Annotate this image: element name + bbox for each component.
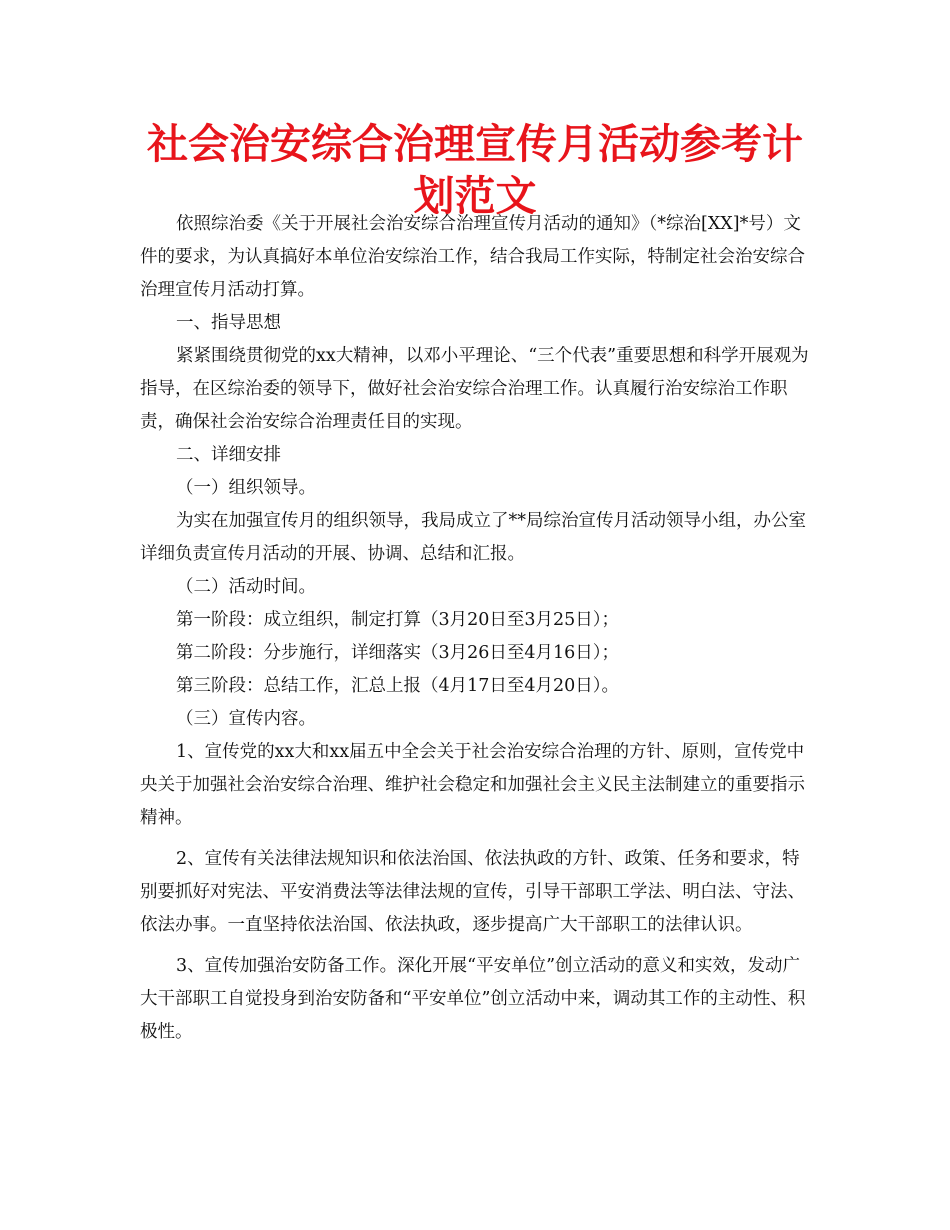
subheading-organization: （一）组织领导。 bbox=[176, 478, 316, 498]
paragraph-organization: 为实在加强宣传月的组织领导，我局成立了**局综治宣传月活动领导小组，办公室详细负责宣传月活动的开展、协调、总结和汇报。 bbox=[140, 511, 806, 564]
paragraph-guiding-thought: 紧紧围绕贯彻党的xx大精神，以邓小平理论、“三个代表”重要思想和科学开展观为指导，在区综治委的领导下，做好社会治安综合治理工作。认真履行治安综治工作职责，确保社会治安综合治理责任目的实现。 bbox=[140, 346, 809, 432]
section-heading-arrangement: 二、详细安排 bbox=[176, 445, 281, 465]
paragraph-intro: 依照综治委《关于开展社会治安综合治理宣传月活动的通知》（*综治[XX]*号）文件的要求，为认真搞好本单位治安综治工作，结合我局工作实际，特制定社会治安综合治理宣传月活动打算。 bbox=[140, 214, 805, 300]
subheading-activity-time: （二）活动时间。 bbox=[176, 577, 316, 597]
paragraph-content-2: 2、宣传有关法律法规知识和依法治国、依法执政的方针、政策、任务和要求，特别要抓好对宪法、平安消费法等法律法规的宣传，引导干部职工学法、明白法、守法、依法办事。一直坚持依法治国、依法执政，逐步提高广大干部职工的法律认识。 bbox=[140, 849, 805, 935]
paragraph-content-3: 3、宣传加强治安防备工作。深化开展“平安单位”创立活动的意义和实效，发动广大干部职工自觉投身到治安防备和“平安单位”创立活动中来，调动其工作的主动性、积极性。 bbox=[140, 956, 806, 1042]
document-body bbox=[140, 208, 816, 1049]
paragraph-phase-3: 第三阶段：总结工作，汇总上报（4月17日至4月20日）。 bbox=[176, 676, 620, 696]
paragraph-content-1: 1、宣传党的xx大和xx届五中全会关于社会治安综合治理的方针、原则，宣传党中央关于加强社会治安综合治理、维护社会稳定和加强社会主义民主法制建立的重要指示精神。 bbox=[140, 742, 805, 828]
paragraph-phase-1: 第一阶段：成立组织，制定打算（3月20日至3月25日）； bbox=[176, 610, 620, 630]
paragraph-phase-2: 第二阶段：分步施行，详细落实（3月26日至4月16日）； bbox=[176, 643, 620, 663]
document-title: 社会治安综合治理宣传月活动参考计划范文 bbox=[147, 120, 803, 220]
subheading-publicity-content: （三）宣传内容。 bbox=[176, 709, 316, 729]
section-heading-guiding-thought: 一、指导思想 bbox=[176, 313, 281, 333]
